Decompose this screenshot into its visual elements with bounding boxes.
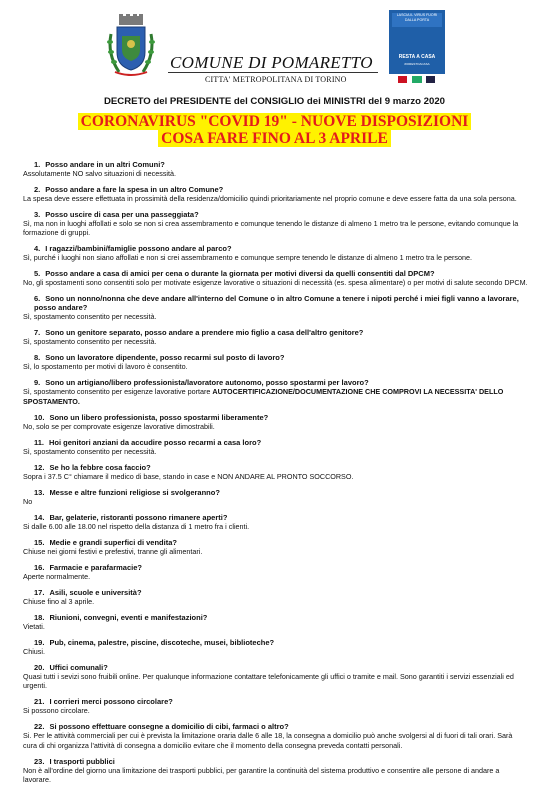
decree-title: DECRETO del PRESIDENTE del CONSIGLIO dei MINISTRI del 9 marzo 2020: [103, 96, 445, 107]
faq-answer: [23, 497, 528, 506]
faq-item: [23, 294, 528, 321]
poster-top-text: LASCIA IL VIRUS FUORI DALLA PORTA: [392, 13, 442, 27]
faq-question: [23, 185, 528, 194]
faq-number: 12.: [34, 462, 45, 472]
faq-item: [23, 413, 528, 431]
faq-answer: [23, 706, 528, 715]
faq-item: [23, 160, 528, 178]
faq-number: 15.: [34, 537, 45, 547]
faq-question-text: I ragazzi/bambini/famiglie possono andare al parco?: [45, 244, 232, 254]
faq-answer: [23, 312, 528, 321]
faq-answer: [23, 194, 528, 203]
faq-item: [23, 210, 528, 238]
faq-answer-text: Chiuse fino al 3 aprile.: [23, 596, 95, 606]
headline: [0, 113, 549, 147]
faq-item: [23, 757, 528, 785]
faq-answer-text: Sì, spostamento consentito per necessità.: [23, 337, 157, 347]
faq-question-text: Messe e altre funzioni religiose si svolgeranno?: [49, 487, 220, 497]
faq-question-text: Sono un artigiano/libero professionista/lavoratore autonomo, posso spostarmi per lavoro?: [45, 378, 369, 388]
faq-answer: [23, 597, 528, 606]
faq-number: 14.: [34, 512, 45, 522]
faq-question: [23, 463, 528, 472]
faq-answer-text: Quasi tutti i sevizi sono fruibili online. Per qualunque informazione contattare telefonicamente gli uffici o tramite e mail. Sono garantiti i servizi essenziali ed urgenti.: [23, 671, 514, 691]
faq-question: [23, 538, 528, 547]
faq-list: [23, 160, 528, 791]
faq-answer-text: No, solo se per comprovate esigenze lavorative dimostrabili.: [23, 421, 215, 431]
faq-answer-text: Assolutamente NO salvo situazioni di necessità.: [23, 169, 177, 178]
faq-question: [23, 757, 528, 766]
faq-question-text: Posso uscire di casa per una passeggiata?: [45, 210, 199, 219]
faq-answer: [23, 253, 528, 262]
faq-number: 22.: [34, 722, 45, 732]
faq-answer-text: Sì, lo spostamento per motivi di lavoro è consentito.: [23, 362, 188, 372]
faq-number: 23.: [34, 756, 45, 766]
faq-answer: [23, 622, 528, 631]
faq-question: [23, 294, 528, 312]
faq-answer-text: Vietati.: [23, 621, 45, 631]
faq-number: 21.: [34, 697, 45, 707]
faq-answer: [23, 472, 528, 481]
faq-item: [23, 663, 528, 691]
faq-answer: [23, 647, 528, 656]
faq-item: [23, 244, 528, 262]
faq-answer: [23, 572, 528, 581]
faq-answer: [23, 447, 528, 456]
faq-question: [23, 663, 528, 672]
faq-question: [23, 513, 528, 522]
faq-question: [23, 413, 528, 422]
faq-answer: [23, 547, 528, 556]
faq-question-text: Posso andare in un altri Comuni?: [45, 160, 165, 169]
faq-answer: [23, 337, 528, 346]
faq-item: [23, 463, 528, 481]
faq-item: [23, 722, 528, 750]
faq-question-text: Sono un nonno/nonna che deve andare all'interno del Comune o in altro Comune a tenere i nipoti perché i miei figli vanno a lavorare, posso andare?: [34, 294, 519, 313]
faq-answer-text: No: [23, 496, 33, 506]
faq-question-text: Bar, gelaterie, ristoranti possono rimanere aperti?: [49, 512, 228, 522]
faq-question-text: I trasporti pubblici: [49, 756, 115, 766]
faq-item: [23, 438, 528, 456]
faq-answer: [23, 278, 528, 287]
faq-answer-text: Chiuse nei giorni festivi e prefestivi, tranne gli alimentari.: [23, 546, 203, 556]
faq-answer-emphasis: AUTOCERTIFICAZIONE/DOCUMENTAZIONE CHE COMPROVI LA NECESSITA' DELLO SPOSTAMENTO.: [23, 387, 504, 406]
faq-item: [23, 638, 528, 656]
faq-answer-text: Aperte normalmente.: [23, 571, 91, 581]
page-header: [0, 0, 549, 95]
faq-answer-text: No, gli spostamenti sono consentiti solo per motivate esigenze lavorative o situazioni di necessità (es. spesa alimentare) o per motivi di salute secondo DPCM.: [23, 278, 528, 288]
faq-answer-text: Sì, spostamento consentito per esigenze lavorative portare: [23, 387, 213, 397]
faq-answer: [23, 422, 528, 431]
faq-number: 4.: [34, 244, 41, 254]
faq-question: [23, 244, 528, 253]
municipality-subtitle: CITTA' METROPOLITANA DI TORINO: [205, 75, 347, 84]
poster-subtitle: #IORESTOACASA: [404, 62, 430, 66]
faq-question: [23, 638, 528, 647]
faq-question-text: Sono un libero professionista, posso spostarmi liberamente?: [49, 412, 269, 422]
stay-home-poster: [389, 10, 445, 85]
faq-answer-text: Sì, purché i luoghi non siano affollati e non si crei assembramento e comunque sempre tenendo le distanze di almeno 1 metro tra le persone.: [23, 253, 472, 263]
municipality-name: COMUNE DI POMARETTO: [170, 53, 373, 72]
faq-question-text: Pub, cinema, palestre, piscine, discoteche, musei, biblioteche?: [49, 637, 275, 647]
faq-question: [23, 697, 528, 706]
faq-question-text: Sono un lavoratore dipendente, posso recarmi sul posto di lavoro?: [45, 353, 285, 363]
faq-number: 5.: [34, 269, 41, 279]
faq-answer: [23, 672, 528, 691]
logo-icon: [398, 76, 407, 83]
faq-answer-text: Sopra i 37.5 C° chiamare il medico di base, stando in case e NON ANDARE AL PRONTO SOCCORSO.: [23, 471, 354, 481]
headline-line-1: CORONAVIRUS "COVID 19" - NUOVE DISPOSIZIONI: [0, 113, 549, 130]
faq-item: [23, 353, 528, 371]
faq-item: [23, 538, 528, 556]
faq-number: 2.: [34, 185, 41, 194]
faq-answer: [23, 387, 528, 406]
faq-question: [23, 353, 528, 362]
faq-item: [23, 697, 528, 715]
faq-item: [23, 185, 528, 203]
faq-number: 16.: [34, 562, 45, 572]
faq-question-text: Si possono effettuare consegne a domicilio di cibi, farmaci o altro?: [49, 722, 289, 732]
poster-logos: [389, 74, 445, 85]
faq-answer-text: Non è all'ordine del giorno una limitazione dei trasporti pubblici, per garantire la continuità del sistema produttivo e consentire alle persone di andare a lavorare.: [23, 765, 500, 785]
faq-answer: [23, 766, 528, 785]
faq-answer: [23, 731, 528, 750]
headline-line-2: COSA FARE FINO AL 3 APRILE: [0, 130, 549, 147]
faq-question-text: Se ho la febbre cosa faccio?: [49, 462, 151, 472]
faq-answer-text: Sì, spostamento consentito per necessità.: [23, 446, 157, 456]
faq-number: 19.: [34, 637, 45, 647]
faq-question-text: Riunioni, convegni, eventi e manifestazioni?: [49, 612, 208, 622]
faq-answer-text: Si dalle 6.00 alle 18.00 nel rispetto della distanza di 1 metro fra i clienti.: [23, 521, 250, 531]
faq-item: [23, 513, 528, 531]
faq-question: [23, 563, 528, 572]
faq-number: 7.: [34, 328, 41, 338]
coat-of-arms-icon: [105, 14, 157, 78]
faq-number: 9.: [34, 378, 41, 388]
faq-answer: [23, 362, 528, 371]
faq-number: 3.: [34, 210, 41, 219]
faq-question: [23, 722, 528, 731]
faq-question: [23, 613, 528, 622]
faq-question-text: Hoi genitori anziani da accudire posso recarmi a casa loro?: [49, 437, 262, 447]
faq-number: 17.: [34, 587, 45, 597]
faq-answer-text: Sì, spostamento consentito per necessità.: [23, 312, 157, 322]
faq-item: [23, 613, 528, 631]
faq-question: [23, 210, 528, 219]
faq-question-text: I corrieri merci possono circolare?: [49, 697, 173, 707]
faq-answer: [23, 522, 528, 531]
logo-icon: [426, 76, 435, 83]
faq-question: [23, 588, 528, 597]
faq-question: [23, 160, 528, 169]
faq-item: [23, 378, 528, 406]
faq-question-text: Uffici comunali?: [49, 662, 108, 672]
logo-icon: [412, 76, 422, 83]
faq-answer-text: La spesa deve essere effettuata in prossimità della residenza/domicilio quindi prioritariamente nel proprio comune e deve essere fatta da una sola persona.: [23, 194, 517, 203]
faq-number: 8.: [34, 353, 41, 363]
title-divider: [168, 72, 378, 73]
faq-number: 1.: [34, 160, 41, 169]
faq-question: [23, 328, 528, 337]
faq-number: 13.: [34, 487, 45, 497]
faq-item: [23, 488, 528, 506]
faq-question-text: Farmacie e parafarmacie?: [49, 562, 142, 572]
faq-question: [23, 378, 528, 387]
faq-number: 20.: [34, 662, 45, 672]
faq-item: [23, 269, 528, 287]
faq-question: [23, 269, 528, 278]
faq-answer: [23, 169, 528, 178]
faq-number: 11.: [34, 437, 45, 447]
faq-number: 10.: [34, 412, 45, 422]
faq-question-text: Posso andare a fare la spesa in un altro Comune?: [45, 185, 224, 194]
faq-answer-text: Sì, ma non in luoghi affollati e solo se non si crea assembramento e comunque tenendo le distanze di almeno 1 metro tra le persone, evitando comunque la formazione di gruppi.: [23, 219, 519, 238]
faq-answer-text: Si possono circolare.: [23, 706, 90, 716]
poster-title: RESTA A CASA: [398, 54, 436, 60]
faq-item: [23, 588, 528, 606]
faq-answer-text: Chiusi.: [23, 646, 45, 656]
faq-question-text: Medie e grandi superfici di vendita?: [49, 537, 177, 547]
faq-answer: [23, 219, 528, 238]
faq-question: [23, 488, 528, 497]
faq-question-text: Asili, scuole e università?: [49, 587, 142, 597]
faq-number: 18.: [34, 612, 45, 622]
faq-question: [23, 438, 528, 447]
faq-number: 6.: [34, 294, 41, 304]
faq-item: [23, 328, 528, 346]
faq-answer-text: Si. Per le attività commerciali per cui è prevista la limitazione oraria dalle 6 alle 18, la consegna a domicilio può anche svolgersi al di fuori di tali orari. Sarà cura di chi organizza l'attività di consegna a domicilio evitare che il momento della consegna preveda contatti personali.: [23, 731, 513, 750]
faq-item: [23, 563, 528, 581]
faq-question-text: Posso andare a casa di amici per cena o durante la giornata per motivi diversi da quelli consentiti dal DPCM?: [45, 269, 435, 279]
faq-question-text: Sono un genitore separato, posso andare a prendere mio figlio a casa dell'altro genitore?: [45, 328, 364, 338]
